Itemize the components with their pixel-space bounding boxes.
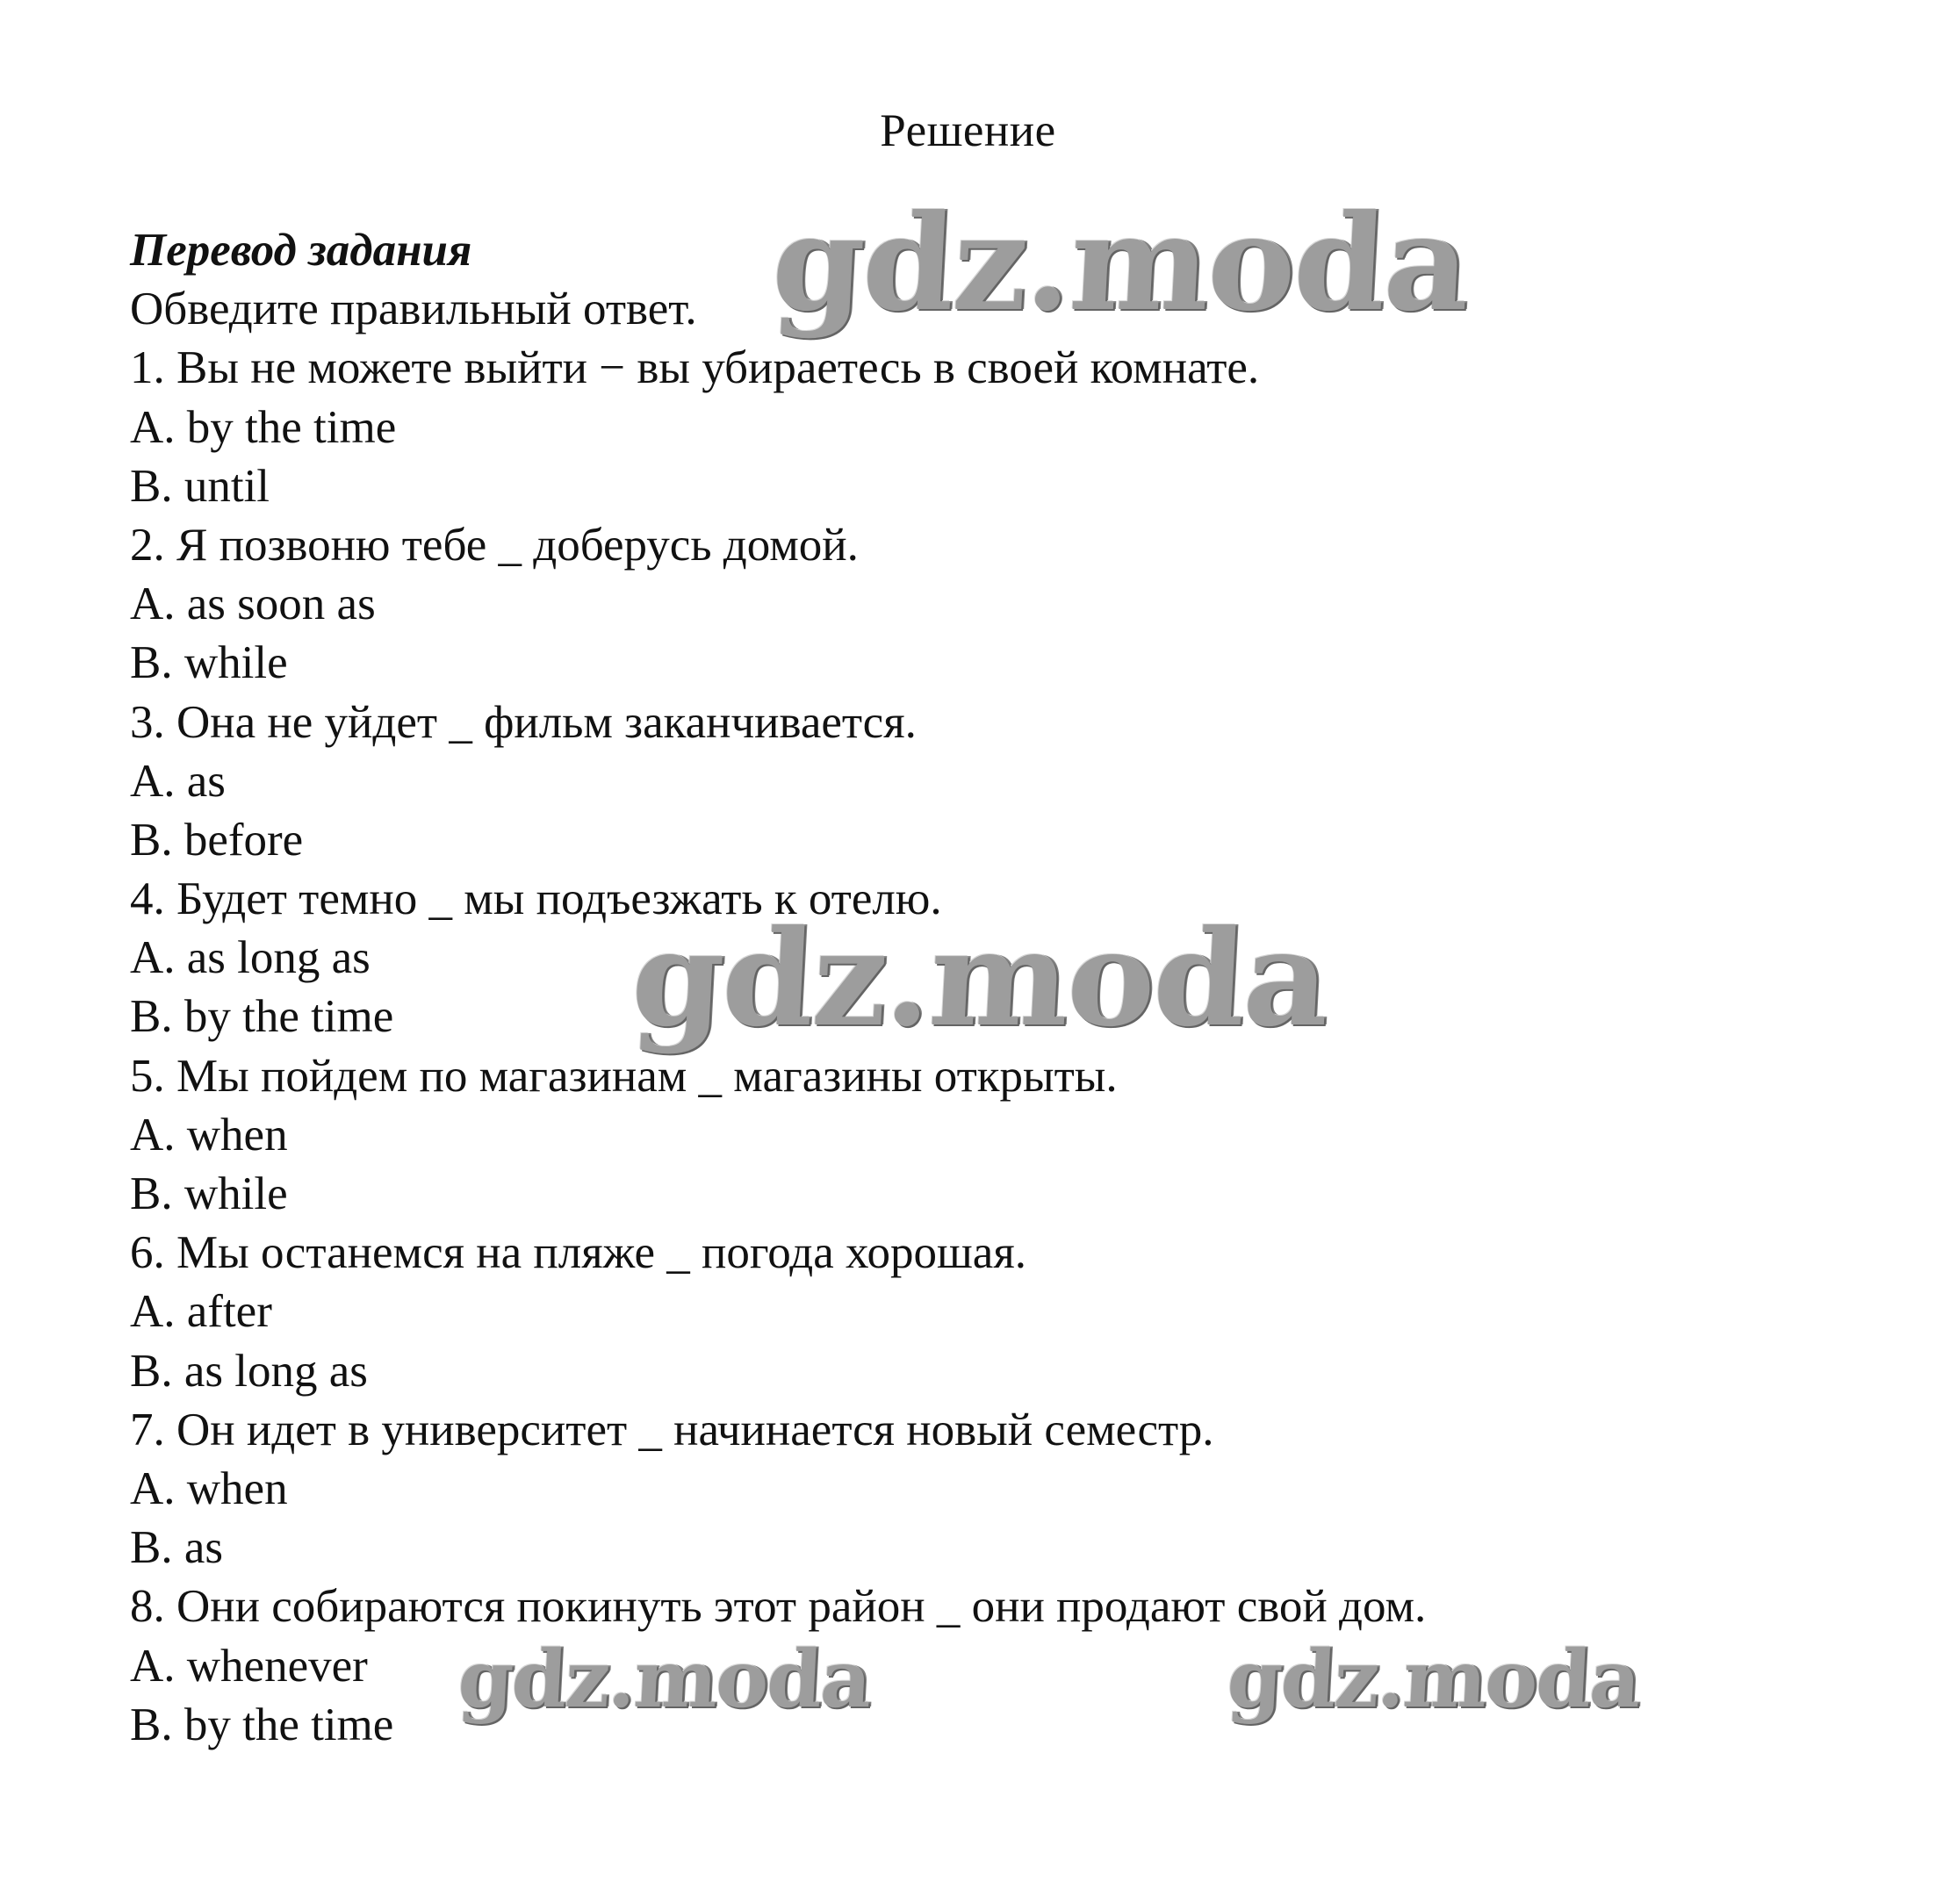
watermark: gdz.moda xyxy=(1225,1633,1642,1726)
watermark: gdz.moda xyxy=(628,902,1332,1056)
question-text: 3. Она не уйдет _ фильм заканчивается. xyxy=(130,696,917,748)
option-b: B. while xyxy=(130,637,288,689)
option-a: A. as xyxy=(130,755,226,807)
option-a: A. whenever xyxy=(130,1640,368,1692)
option-a: A. as long as xyxy=(130,932,371,984)
task-content xyxy=(130,221,1842,1755)
watermark: gdz.moda xyxy=(456,1633,873,1726)
question-8 xyxy=(130,1577,1842,1755)
question-text: 8. Они собираются покинуть этот район _ они продают свой дом. xyxy=(130,1581,1427,1633)
question-3 xyxy=(130,693,1842,871)
question-4 xyxy=(130,870,1842,1056)
option-a: A. by the time xyxy=(130,401,397,453)
option-b: B. as long as xyxy=(130,1345,368,1397)
question-6 xyxy=(130,1224,1842,1401)
question-text: 2. Я позвоню тебе _ доберусь домой. xyxy=(130,519,859,571)
option-b: B. as xyxy=(130,1522,223,1574)
section-heading: Перевод задания xyxy=(130,225,472,276)
question-text: 6. Мы останемся на пляже _ погода хорошая. xyxy=(130,1227,1026,1279)
question-1 xyxy=(130,339,1842,516)
instruction: Обведите правильный ответ. xyxy=(130,284,697,335)
watermark: gdz.moda xyxy=(768,186,1472,341)
question-text: 4. Будет темно _ мы подъезжать к отелю. xyxy=(130,873,942,925)
question-7 xyxy=(130,1401,1842,1578)
option-b: B. before xyxy=(130,814,304,866)
option-b: B. by the time xyxy=(130,991,394,1043)
option-a: A. when xyxy=(130,1109,288,1160)
option-a: A. after xyxy=(130,1286,272,1338)
option-b: B. while xyxy=(130,1168,288,1219)
option-b: B. until xyxy=(130,460,270,512)
question-text: 1. Вы не можете выйти − вы убираетесь в своей комнате. xyxy=(130,342,1260,394)
question-2 xyxy=(130,516,1842,693)
option-b: B. by the time xyxy=(130,1699,394,1750)
page-title: Решение xyxy=(880,105,1056,156)
question-text: 5. Мы пойдем по магазинам _ магазины открыты. xyxy=(130,1050,1118,1102)
question-text: 7. Он идет в университет _ начинается новый семестр. xyxy=(130,1404,1214,1455)
option-a: A. when xyxy=(130,1462,288,1514)
option-a: A. as soon as xyxy=(130,578,376,630)
question-5 xyxy=(130,1047,1842,1225)
